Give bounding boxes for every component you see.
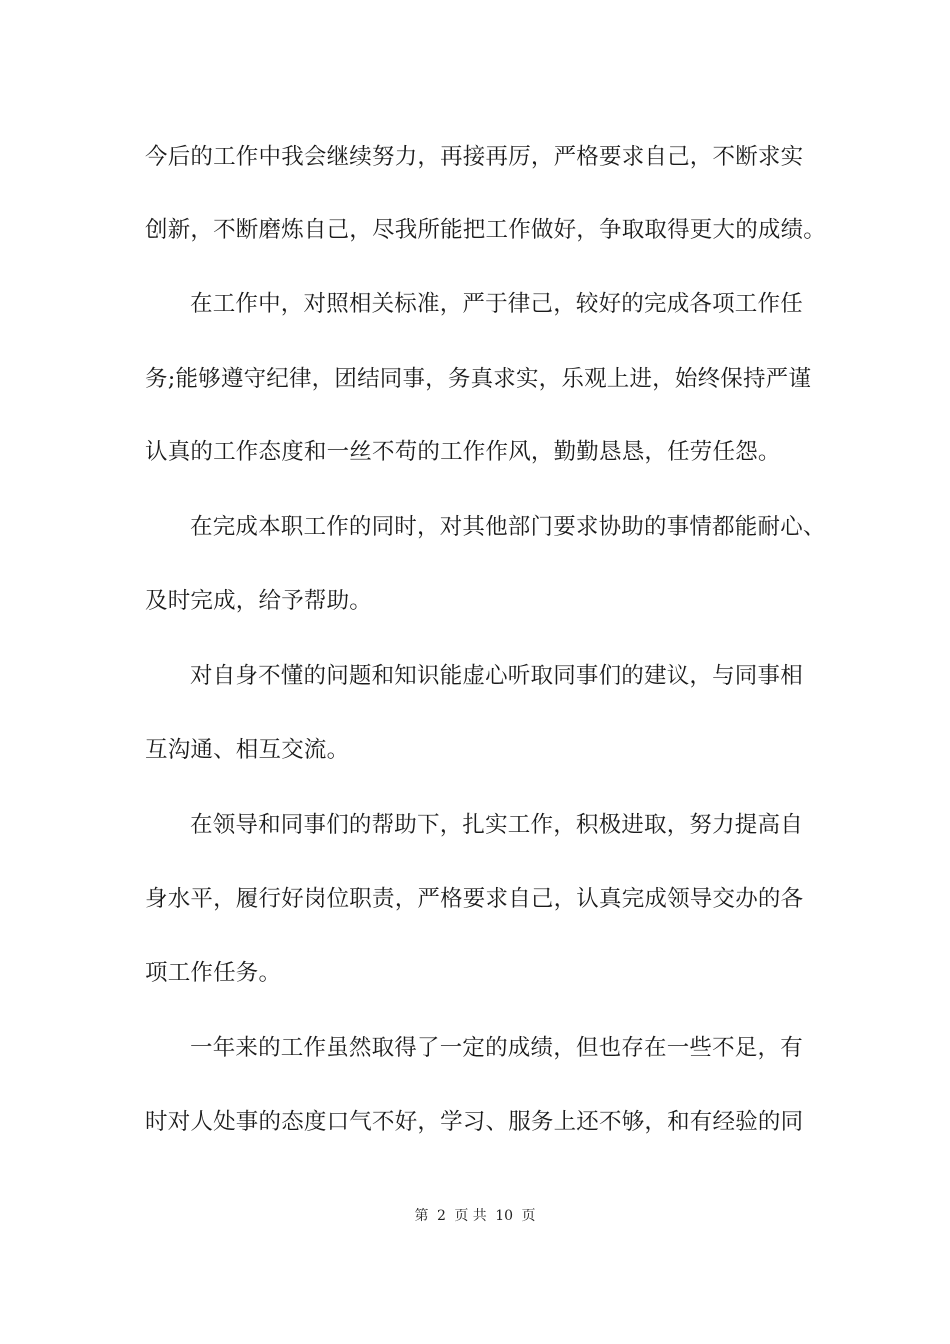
body-line: 及时完成，给予帮助。 (145, 588, 373, 614)
footer-suffix: 页 (521, 1208, 536, 1224)
page-footer (0, 1206, 950, 1226)
body-line: 今后的工作中我会继续努力，再接再厉，严格要求自己，不断求实 (145, 144, 804, 170)
body-line: 项工作任务。 (145, 960, 282, 986)
paragraph-first-line: 在领导和同事们的帮助下，扎实工作，积极进取，努力提高自 (190, 812, 803, 838)
body-line: 务;能够遵守纪律，团结同事，务真求实，乐观上进，始终保持严谨 (145, 366, 812, 392)
footer-current-page: 2 (436, 1208, 446, 1224)
paragraph-first-line: 一年来的工作虽然取得了一定的成绩，但也存在一些不足，有 (190, 1035, 803, 1061)
footer-prefix: 第 (414, 1208, 429, 1224)
body-line: 创新，不断磨炼自己，尽我所能把工作做好，争取取得更大的成绩。 (145, 217, 827, 243)
paragraph-first-line: 对自身不懂的问题和知识能虚心听取同事们的建议，与同事相 (190, 663, 803, 689)
paragraph-first-line: 在工作中，对照相关标准，严于律己，较好的完成各项工作任 (190, 291, 803, 317)
paragraph-first-line: 在完成本职工作的同时，对其他部门要求协助的事情都能耐心、 (190, 514, 826, 540)
body-line: 认真的工作态度和一丝不苟的工作作风，勤勤恳恳，任劳任怨。 (145, 439, 781, 465)
body-line: 互沟通、相互交流。 (145, 737, 350, 763)
footer-middle: 页 共 (454, 1208, 487, 1224)
body-line: 身水平，履行好岗位职责，严格要求自己，认真完成领导交办的各 (145, 886, 804, 912)
footer-total-pages: 10 (495, 1208, 514, 1224)
body-line: 时对人处事的态度口气不好，学习、服务上还不够，和有经验的同 (145, 1109, 804, 1135)
